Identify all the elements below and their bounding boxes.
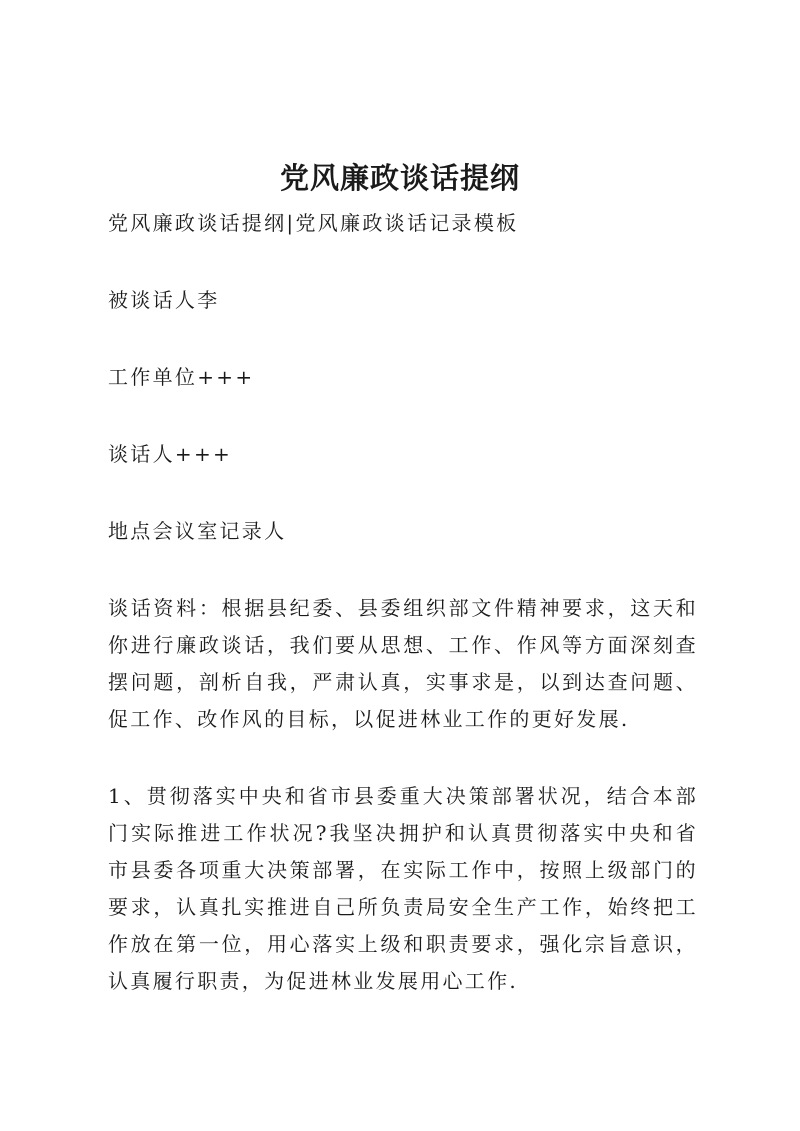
body-paragraph-intro: 谈话资料：根据县纪委、县委组织部文件精神要求，这天和你进行廉政谈话，我们要从思想、工作、作风等方面深刻查摆问题，剖析自我，严肃认真，实事求是，以到达查问题、促工作、改作风的目标，以促进林业工作的更好发展. bbox=[108, 596, 698, 731]
work-unit-line: 工作单位+++ bbox=[108, 365, 255, 389]
document-subtitle: 党风廉政谈话提纲|党风廉政谈话记录模板 bbox=[108, 211, 519, 235]
location-line: 地点会议室记录人 bbox=[108, 519, 287, 543]
interviewer-line: 谈话人+++ bbox=[108, 442, 233, 466]
document-body bbox=[108, 205, 698, 1040]
document-title: 党风廉政谈话提纲 bbox=[279, 161, 520, 195]
body-paragraph-1: 1、贯彻落实中央和省市县委重大决策部署状况，结合本部门实际推进工作状况?我坚决拥护和认真贯彻落实中央和省市县委各项重大决策部署，在实际工作中，按照上级部门的要求，认真扎实推进自己所负责局安全生产工作，始终把工作放在第一位，用心落实上级和职责要求，强化宗旨意识，认真履行职责，为促进林业发展用心工作. bbox=[108, 784, 698, 993]
interviewee-line: 被谈话人李 bbox=[108, 288, 220, 312]
